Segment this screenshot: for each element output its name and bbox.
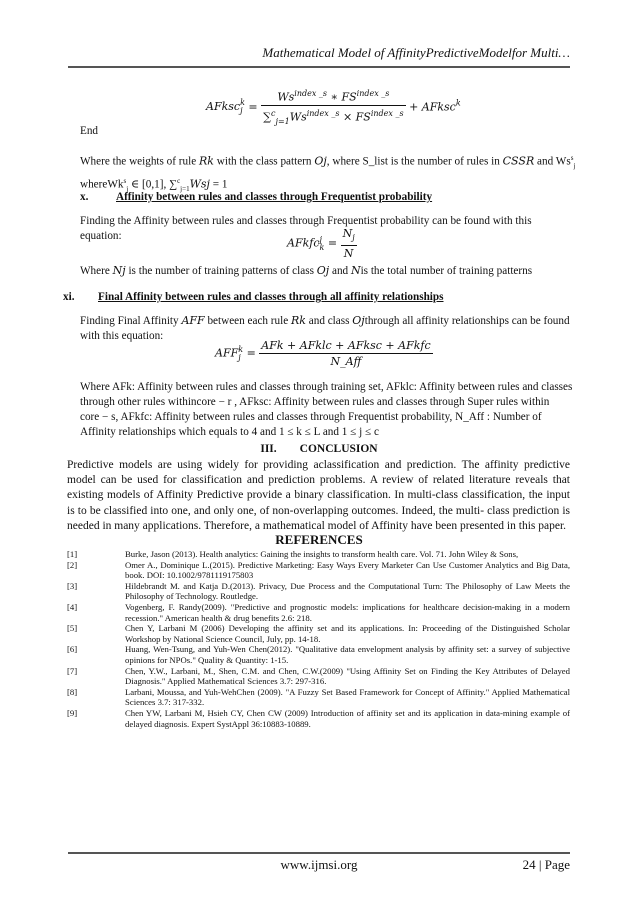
page-number: 24 | Page (522, 857, 570, 872)
footer-rule (68, 852, 570, 854)
section-x-heading: x. Affinity between rules and classes through Frequentist probability (80, 191, 433, 203)
section-x-where: Where Nj is the number of training patterns of class Oj and Nis the total number of training patterns (80, 264, 533, 277)
running-header: Mathematical Model of AffinityPredictiveModelfor Multi… (262, 45, 570, 60)
reference-item: [2] Omer A., Dominique L.(2015). Predictive Marketing: Easy Ways Every Marketer Can Use Customer Analytics and Big Data, book. DOI: 10.1002/9781119175803 (67, 559, 570, 581)
conclusion-text: Predictive models are using widely for providing aclassification and prediction. The affinity predictive model can be used for classification and prediction problems. A review of related literature reveals that existing models of Affinity Predictive provide a binary classification. In multi-class classification, the input is to be classified into one, and only one, of non-overlapping outcomes. Indeed, the multi- class prediction is needed in many applications. Therefore, a mathematical model of Affinity have been presented in this paper. (67, 459, 570, 532)
conclusion-heading: III. CONCLUSION (260, 443, 378, 455)
eq-fraction: $\frac{Ws^{index \_s} ∗ FS^{index \_s}}{\sum^c_{j=1}Ws^{index \_s} \times FS^{index \_s}}$ (261, 86, 405, 129)
reference-item: [6] Huang, Wen-Tsung, and Yuh-Wen Chen(2012). "Qualitative data envelopment analysis by affinity set: a survey of subjective opinions for NPOs." Quality & Quantity: 1-15. (67, 644, 570, 665)
footer-url[interactable]: www.ijmsi.org (280, 857, 358, 872)
eq-lhs: AFksc k j (206, 98, 245, 116)
references-list (67, 549, 570, 729)
section-xi-text: Finding Final Affinity AFF between each rule Rk and class Ojthrough all affinity relationships can be found with this equation: (80, 314, 570, 342)
equation-afksc: AFksc k j = $\frac{Ws^{index \_s} ∗ FS^{index \_s}}{\sum^c_{j=1}Ws^{index \_s} \times FS^{index \_s}}$ + AFksc$^k$ (206, 86, 461, 129)
reference-item: [7] Chen, Y.W., Larbani, M., Shen, C.M. and Chen, C.W.(2009) "Using Affinity Set on Finding the Key Attributes of Delayed Diagnosis." Applied Mathematical Sciences 3.7: 297-316. (67, 665, 570, 687)
equation-aff: AFF k j = $\frac{\text{AFk + AFklc + AFksc + AFkfc}}{\text{N\_Aff}}$ (215, 339, 431, 368)
header-rule (68, 66, 570, 68)
references-heading: REFERENCES (275, 532, 363, 547)
reference-item: [9] Chen YW, Larbani M, Hsieh CY, Chen CW (2009) Introduction of affinity set and its application in data-mining example of delayed diagnosis. Expert SystAppl 36:10883-10889. (67, 707, 570, 729)
section-xi-heading: xi. Final Affinity between rules and classes through all affinity relationships (63, 291, 444, 303)
reference-item: [5] Chen Y, Larbani M (2006) Developing the affinity set and its applications. In: Proceeding of the Distinguished Scholar Workshop by National Science Council, July, pp. 14-18. (67, 623, 570, 644)
section-x-text: Finding the Affinity between rules and classes through Frequentist probability can be found with this equation: (80, 215, 532, 242)
reference-item: [4] Vogenberg, F. Randy(2009). "Predictive and prognostic models: implications for healthcare decision-making in a modern recession." American health & drug benefits 2.6: 218. (67, 601, 570, 623)
reference-item: [8] Larbani, Moussa, and Yuh-WehChen (2009). "A Fuzzy Set Based Framework for Concept of Affinity." Applied Mathematical Sciences 3.7: 317-332. (67, 686, 570, 708)
weights-paragraph: Where the weights of rule Rk with the class pattern Oj, where S_list is the number of rules in CSSR and $Ws^s_j$ whereWk$^s_j$ ∈ [0,1], ∑$^c_{j=1}$Wsj = 1 (80, 154, 576, 193)
reference-item: [3] Hildebrandt M. and Katja D.(2013). Privacy, Due Process and the Computational Turn: The Philosophy of Law Meets the Philosophy of Technology. Routledge. (67, 580, 570, 602)
where-definitions: Where AFk: Affinity between rules and classes through training set, AFklc: Affinity between rules and classes through other rules withincore − r , AFksc: Affinity between rules and classes through Super rules within core − s, AFkfc: Affinity between rules and classes through Frequentist probability, N_Aff : Number of Affinity relationships which equals to 4 and 1 ≤ k ≤ L and 1 ≤ j ≤ c (80, 381, 573, 438)
end-label: End (80, 125, 99, 137)
equation-afkfc: AFkfc j k = $\frac{N_j}{N}$ (287, 227, 355, 261)
reference-item: [1] Burke, Jason (2013). Health analytics: Gaining the insights to transform health care. Vol. 71. John Wiley & Sons, (67, 549, 519, 559)
